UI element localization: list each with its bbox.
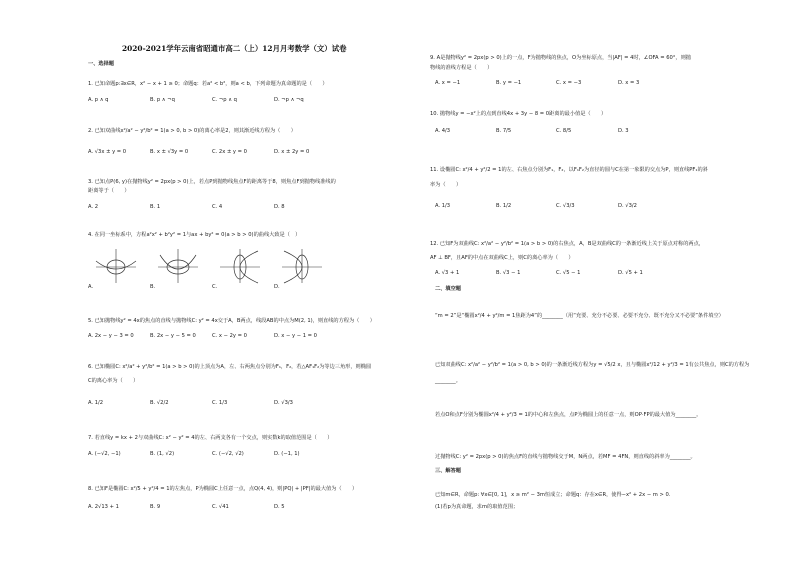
q2-option-c[interactable]: C. 2x ± y = 0 — [212, 149, 247, 155]
q12-option-d[interactable]: D. √5 + 1 — [618, 270, 643, 276]
q8-option-b[interactable]: B. 9 — [150, 504, 161, 510]
answer-question-17-part1: (1)若p为真命题，求m的取值范围； — [435, 504, 519, 510]
q11-option-a[interactable]: A. 1/3 — [435, 203, 451, 209]
q5-option-b[interactable]: B. 2x − y − 5 = 0 — [150, 333, 196, 339]
q8-option-c[interactable]: C. √41 — [212, 504, 229, 510]
q7-option-a[interactable]: A. (−√2, −1) — [88, 451, 121, 457]
q1-option-d[interactable]: D. ¬p ∧ ¬q — [274, 97, 304, 103]
q1-option-b[interactable]: B. p ∧ ¬q — [150, 97, 175, 103]
q5-option-c[interactable]: C. x − 2y = 0 — [212, 333, 247, 339]
graph-option-d[interactable] — [280, 247, 324, 285]
section-heading-answer: 三、解答题 — [435, 468, 461, 474]
page-title: 2020-2021学年云南省昭通市高二（上）12月月考数学（文）试卷 — [122, 44, 347, 53]
q9-option-c[interactable]: C. x = −3 — [556, 80, 582, 86]
q5-option-a[interactable]: A. 2x − y − 3 = 0 — [88, 333, 134, 339]
q6-option-b[interactable]: B. √2/2 — [150, 400, 169, 406]
question-11: 11. 设椭圆C: x²/4 + y²/2 = 1的左、右焦点分别为F₁，F₂，以F₁F₂为直径的圆与C在第一象限的交点为P，则直线PF₁的斜 — [430, 167, 708, 173]
graph-option-b[interactable] — [156, 247, 200, 285]
question-6-cont: C的离心率为（ ） — [88, 378, 139, 384]
q1-option-c[interactable]: C. ¬p ∧ q — [212, 97, 237, 103]
q2-option-d[interactable]: D. x ± 2y = 0 — [274, 149, 310, 155]
question-5: 5. 已知抛物线y² = 4x的焦点的直线与抛物线C: y² = 4x交于A，B两点，线段AB的中点为M(2, 1)，则直线的方程为（ ） — [88, 318, 375, 324]
q9-option-b[interactable]: B. y = −1 — [496, 80, 522, 86]
fill-question-16: 过抛物线C: y² = 2px(p > 0)的焦点F的直线与抛物线交于M，N两点，若MF = 4FN，则直线的斜率为________。 — [435, 454, 696, 460]
q4-option-d[interactable]: D. — [274, 284, 280, 290]
q6-option-a[interactable]: A. 1/2 — [88, 400, 104, 406]
q3-option-c[interactable]: C. 4 — [212, 204, 223, 210]
q3-option-a[interactable]: A. 2 — [88, 204, 99, 210]
section-heading-choice: 一、选择题 — [88, 61, 114, 67]
graph-option-c[interactable] — [218, 247, 262, 285]
question-9: 9. A是抛物线y² = 2px(p > 0)上的一点，F为抛物线的焦点，O为坐标原点，当|AF| = 4时，∠OFA = 60°，则抛 — [430, 55, 691, 61]
question-3-cont: 距离等于（ ） — [88, 188, 130, 194]
q2-option-b[interactable]: B. x ± √3y = 0 — [150, 149, 189, 155]
q10-option-d[interactable]: D. 3 — [618, 128, 629, 134]
q2-option-a[interactable]: A. √3x ± y = 0 — [88, 149, 127, 155]
q7-option-d[interactable]: D. (−1, 1) — [274, 451, 300, 457]
q9-option-d[interactable]: D. x = 3 — [618, 80, 640, 86]
fill-question-14: 已知双曲线C: x²/a² − y²/b² = 1(a > 0, b > 0)的一条渐近线方程为y = √5/2 x，且与椭圆x²/12 + y²/3 = 1有公共焦点，则C的方程为 — [435, 362, 750, 368]
section-heading-fill: 二、填空题 — [435, 286, 461, 292]
q12-option-b[interactable]: B. √3 − 1 — [496, 270, 521, 276]
q3-option-d[interactable]: D. 8 — [274, 204, 285, 210]
q6-option-d[interactable]: D. √3/3 — [274, 400, 293, 406]
question-12-cont: AF ⊥ BF，且AF的中点在双曲线C上，则C的离心率为（ ） — [430, 255, 574, 261]
question-7: 7. 若直线y = kx + 2与双曲线C: x² − y² = 4的左、右两支各有一个交点，则实数k的取值范围是（ ） — [88, 435, 333, 441]
q3-option-b[interactable]: B. 1 — [150, 204, 161, 210]
question-9-cont: 物线的准线方程是（ ） — [430, 65, 493, 71]
q1-option-a[interactable]: A. p ∧ q — [88, 97, 109, 103]
question-3: 3. 已知点P(6, y)在抛物线y² = 2px(p > 0)上，若点P到抛物线焦点F的距离等于8，则焦点F到抛物线准线的 — [88, 179, 336, 185]
q6-option-c[interactable]: C. 1/3 — [212, 400, 228, 406]
q12-option-c[interactable]: C. √5 − 1 — [556, 270, 581, 276]
q7-option-b[interactable]: B. (1, √2) — [150, 451, 175, 457]
q5-option-d[interactable]: D. x − y − 1 = 0 — [274, 333, 317, 339]
question-10: 10. 抛物线y = −x²上的点到直线4x + 3y − 8 = 0距离的最小值是（ ） — [430, 111, 607, 117]
q10-option-b[interactable]: B. 7/5 — [496, 128, 512, 134]
q11-option-c[interactable]: C. √3/3 — [556, 203, 575, 209]
question-4: 4. 在同一坐标系中，方程a²x² + b²y² = 1与ax + by² = 0(a > b > 0)的曲线大致是（ ） — [88, 232, 301, 238]
q9-option-a[interactable]: A. x = −1 — [435, 80, 461, 86]
question-8: 8. 已知F是椭圆C: x²/5 + y²/4 = 1的左焦点，P为椭圆C上任意一点，点Q(4, 4)，则|PQ| + |PF|的最大值为（ ） — [88, 486, 358, 492]
q10-option-a[interactable]: A. 4/3 — [435, 128, 451, 134]
question-1: 1. 已知命题p:∃x∈R，x² − x + 1 ≥ 0；命题q：若a² < b²，则a < b，下列命题为真命题的是（ ） — [88, 81, 328, 87]
answer-question-17: 已知m∈R，命题p: ∀x∈[0, 1]，x ≥ m² − 3m恒成立；命题q：存在x∈R，使得−x² + 2x − m > 0. — [435, 492, 671, 498]
q12-option-a[interactable]: A. √3 + 1 — [435, 270, 460, 276]
question-11-cont: 率为（ ） — [430, 182, 462, 188]
fill-question-13: “m = 2”是“椭圆x²/4 + y²/m = 1焦距为4”的________（用“充要、充分不必要、必要不充分、既不充分又不必要”条件填空） — [435, 313, 724, 319]
q8-option-a[interactable]: A. 2√13 + 1 — [88, 504, 119, 510]
q7-option-c[interactable]: C. (−√2, √2) — [212, 451, 244, 457]
question-2: 2. 已知双曲线x²/a² − y²/b² = 1(a > 0, b > 0)的离心率是2，则其渐近线方程为（ ） — [88, 128, 296, 134]
question-12: 12. 已知F为双曲线C: x²/a² − y²/b² = 1(a > b > 0)的右焦点，A，B是双曲线C的一条渐近线上关于原点对称的两点， — [430, 241, 704, 247]
q11-option-b[interactable]: B. 1/2 — [496, 203, 512, 209]
q4-option-a[interactable]: A. — [88, 284, 94, 290]
fill-question-14-cont: ________。 — [435, 378, 461, 384]
q11-option-d[interactable]: D. √3/2 — [618, 203, 637, 209]
q4-option-b[interactable]: B. — [150, 284, 156, 290]
q4-option-c[interactable]: C. — [212, 284, 218, 290]
question-6: 6. 已知椭圆C: x²/a² + y²/b² = 1(a > b > 0)的上顶点为A，左、右两焦点分别为F₁，F₂，若△AF₁F₂为等边三角形，则椭圆 — [88, 364, 372, 370]
fill-question-15: 若点O和点F分别为椭圆x²/4 + y²/3 = 1的中心和左焦点，点P为椭圆上的任意一点，则OP·FP的最大值为________。 — [435, 412, 702, 418]
graph-option-a[interactable] — [94, 247, 138, 285]
q10-option-c[interactable]: C. 8/5 — [556, 128, 572, 134]
q8-option-d[interactable]: D. 5 — [274, 504, 285, 510]
